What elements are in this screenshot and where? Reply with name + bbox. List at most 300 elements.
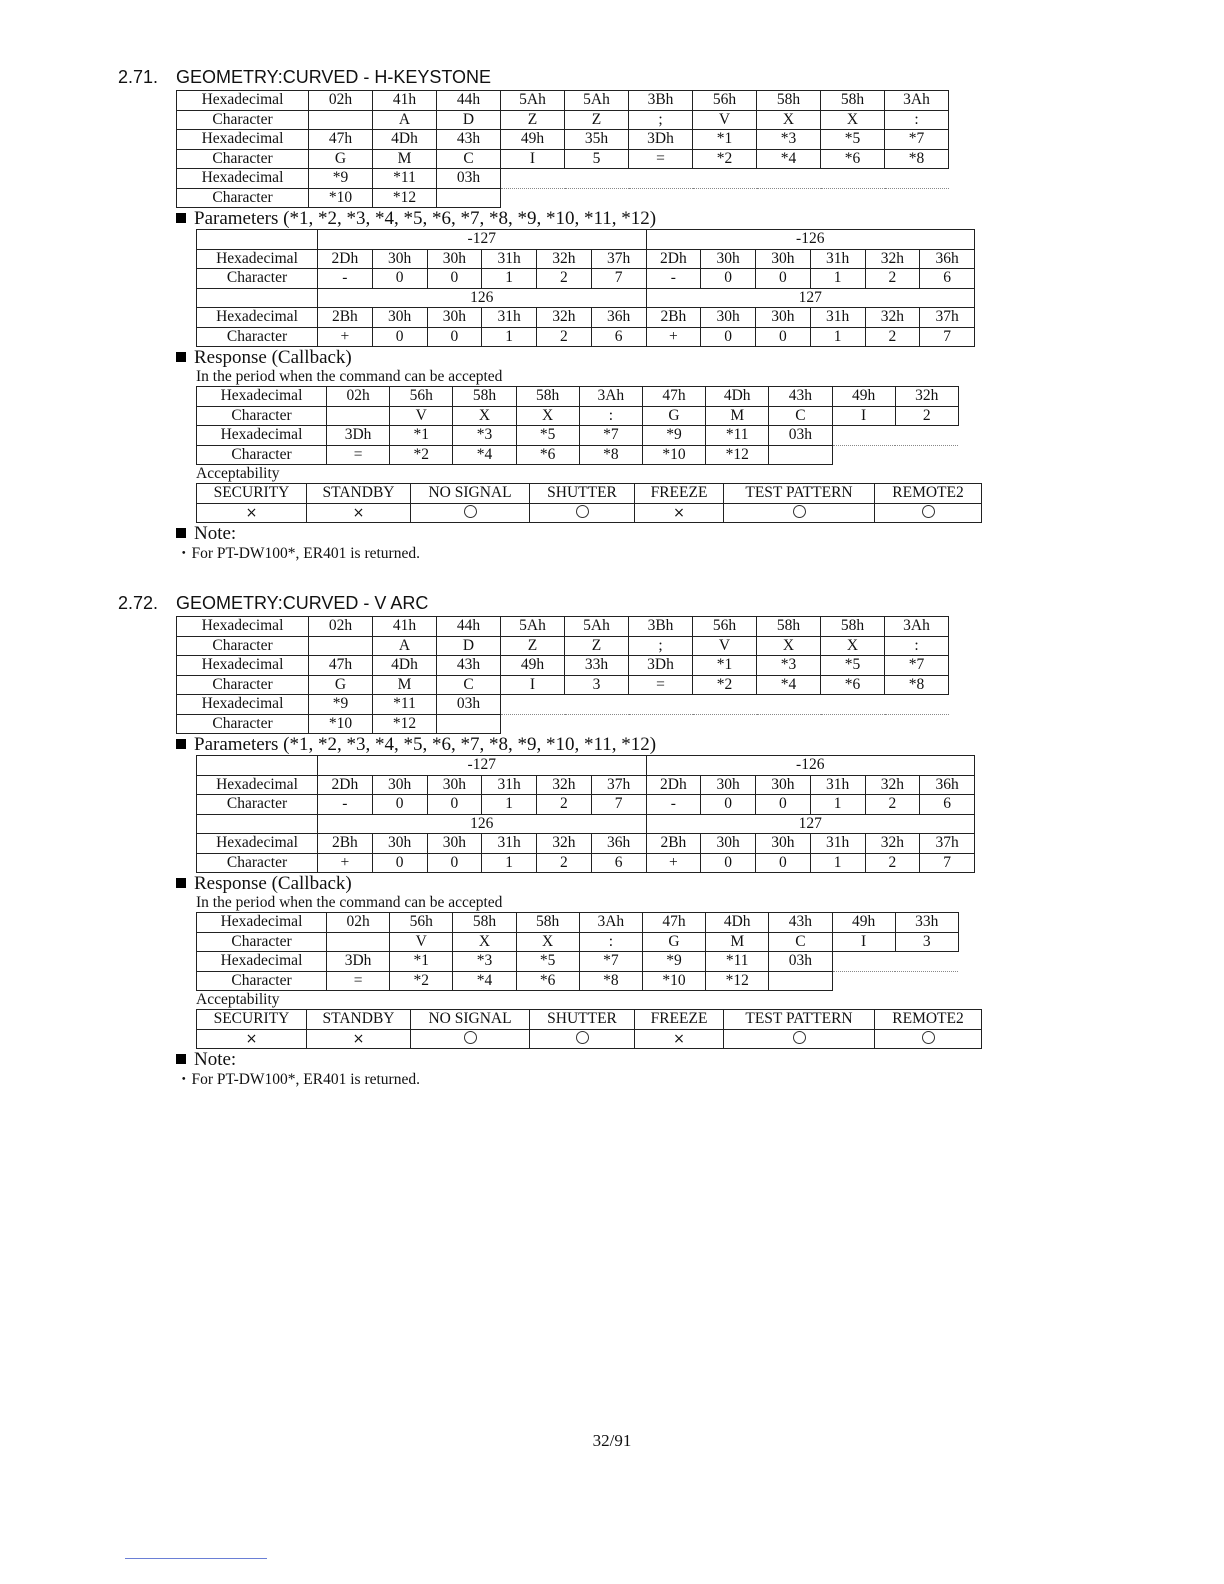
acceptability-header: NO SIGNAL bbox=[411, 1010, 530, 1030]
command-cell: 3Dh bbox=[629, 130, 693, 150]
response-heading bbox=[176, 873, 998, 894]
response-cell: 49h bbox=[832, 913, 895, 933]
command-cell: 4Dh bbox=[373, 130, 437, 150]
command-cell: *2 bbox=[693, 675, 757, 695]
command-cell: X bbox=[821, 636, 885, 656]
empty-cell bbox=[693, 188, 757, 208]
response-cell: *2 bbox=[390, 971, 453, 991]
param-hex-row bbox=[197, 308, 975, 328]
command-cell: X bbox=[757, 636, 821, 656]
response-cell: X bbox=[516, 932, 579, 952]
empty-cell bbox=[693, 714, 757, 734]
command-row bbox=[177, 656, 949, 676]
note-heading bbox=[176, 523, 998, 544]
response-heading-text: Response (Callback) bbox=[194, 873, 352, 894]
command-cell: 58h bbox=[757, 91, 821, 111]
response-cell: *9 bbox=[642, 952, 705, 972]
command-cell: *10 bbox=[309, 188, 373, 208]
param-hex-cell: 30h bbox=[701, 308, 756, 328]
param-value-row bbox=[197, 814, 975, 834]
param-hex-cell: 2Bh bbox=[318, 834, 373, 854]
param-value: 126 bbox=[318, 288, 647, 308]
param-char-cell: 2 bbox=[865, 853, 920, 873]
command-cell: 49h bbox=[501, 130, 565, 150]
acceptability-header: FREEZE bbox=[635, 1010, 724, 1030]
acceptability-header: SHUTTER bbox=[530, 1010, 635, 1030]
param-value-row bbox=[197, 756, 975, 776]
response-subheading: In the period when the command can be accepted bbox=[196, 894, 503, 911]
command-cell: *4 bbox=[757, 675, 821, 695]
param-hex-cell: 31h bbox=[482, 775, 537, 795]
empty-cell bbox=[832, 445, 895, 465]
accepted-icon bbox=[724, 1029, 875, 1049]
command-row bbox=[177, 188, 949, 208]
response-cell: X bbox=[453, 406, 516, 426]
param-hex-row bbox=[197, 834, 975, 854]
command-cell: 44h bbox=[437, 91, 501, 111]
param-char-cell: 0 bbox=[756, 327, 811, 347]
response-cell: V bbox=[390, 932, 453, 952]
note-text: ・For PT-DW100*, ER401 is returned. bbox=[176, 1071, 420, 1088]
row-label: Hexadecimal bbox=[177, 695, 309, 715]
command-cell: 41h bbox=[373, 91, 437, 111]
param-hex-cell: 30h bbox=[372, 249, 427, 269]
command-cell: A bbox=[373, 636, 437, 656]
note-heading-text: Note: bbox=[194, 523, 237, 544]
param-value: -127 bbox=[318, 756, 647, 776]
command-table bbox=[176, 616, 949, 734]
response-cell: 58h bbox=[516, 387, 579, 407]
response-cell: X bbox=[516, 406, 579, 426]
response-cell: 58h bbox=[453, 913, 516, 933]
response-cell bbox=[769, 971, 832, 991]
command-cell: 02h bbox=[309, 617, 373, 637]
response-cell: I bbox=[832, 406, 895, 426]
command-cell: G bbox=[309, 675, 373, 695]
command-row bbox=[177, 110, 949, 130]
response-cell: 43h bbox=[769, 387, 832, 407]
response-cell: *10 bbox=[642, 445, 705, 465]
acceptability-header: SECURITY bbox=[197, 484, 307, 504]
param-char-cell: 0 bbox=[701, 327, 756, 347]
param-hex-cell: 30h bbox=[701, 775, 756, 795]
acceptability-header: TEST PATTERN bbox=[724, 484, 875, 504]
param-char-row bbox=[197, 327, 975, 347]
param-char-cell: 0 bbox=[756, 269, 811, 289]
empty-cell bbox=[821, 714, 885, 734]
response-cell: *6 bbox=[516, 971, 579, 991]
not-accepted-icon bbox=[197, 503, 307, 523]
response-table bbox=[196, 386, 959, 465]
response-cell: 3 bbox=[895, 932, 958, 952]
row-label: Character bbox=[177, 110, 309, 130]
empty-cell bbox=[565, 188, 629, 208]
param-char-cell: + bbox=[318, 327, 373, 347]
param-char-cell: 0 bbox=[701, 795, 756, 815]
bullet-square-icon bbox=[176, 213, 186, 223]
empty-cell bbox=[197, 756, 318, 776]
empty-cell bbox=[629, 695, 693, 715]
response-cell: 03h bbox=[769, 426, 832, 446]
param-value: -126 bbox=[646, 230, 975, 250]
param-char-cell: 2 bbox=[865, 327, 920, 347]
param-hex-cell: 30h bbox=[372, 775, 427, 795]
row-label: Character bbox=[197, 795, 318, 815]
param-hex-row bbox=[197, 775, 975, 795]
response-cell: 03h bbox=[769, 952, 832, 972]
response-cell: *5 bbox=[516, 952, 579, 972]
response-subheading: In the period when the command can be accepted bbox=[196, 368, 503, 385]
command-cell: 44h bbox=[437, 617, 501, 637]
response-cell: *4 bbox=[453, 971, 516, 991]
param-hex-row bbox=[197, 249, 975, 269]
empty-cell bbox=[885, 714, 949, 734]
circle-icon bbox=[793, 1031, 806, 1044]
command-section bbox=[118, 64, 998, 564]
accepted-icon bbox=[724, 503, 875, 523]
command-cell: *6 bbox=[821, 149, 885, 169]
section-number: 2.71. bbox=[118, 67, 159, 87]
row-label: Hexadecimal bbox=[177, 617, 309, 637]
response-cell: 4Dh bbox=[706, 387, 769, 407]
command-cell: 03h bbox=[437, 169, 501, 189]
section-title bbox=[118, 590, 998, 616]
response-cell: : bbox=[579, 932, 642, 952]
footer-rule bbox=[125, 1558, 267, 1559]
param-hex-cell: 30h bbox=[427, 308, 482, 328]
acceptability-label: Acceptability bbox=[196, 465, 280, 482]
param-char-cell: 6 bbox=[591, 327, 646, 347]
response-cell: 32h bbox=[895, 387, 958, 407]
param-char-cell: 7 bbox=[920, 327, 975, 347]
param-value: -126 bbox=[646, 756, 975, 776]
param-hex-cell: 31h bbox=[482, 308, 537, 328]
acceptability-header: TEST PATTERN bbox=[724, 1010, 875, 1030]
section-title-text: GEOMETRY:CURVED - V ARC bbox=[176, 593, 429, 613]
param-char-cell: 0 bbox=[427, 327, 482, 347]
command-cell: *5 bbox=[821, 130, 885, 150]
acceptability-header: FREEZE bbox=[635, 484, 724, 504]
row-label: Character bbox=[177, 714, 309, 734]
param-value-row bbox=[197, 230, 975, 250]
command-cell: M bbox=[373, 149, 437, 169]
response-cell: 3Ah bbox=[579, 913, 642, 933]
section-number: 2.72. bbox=[118, 593, 159, 613]
command-cell: 49h bbox=[501, 656, 565, 676]
response-cell: *4 bbox=[453, 445, 516, 465]
empty-cell bbox=[501, 188, 565, 208]
note-heading bbox=[176, 1049, 998, 1070]
response-cell: C bbox=[769, 406, 832, 426]
param-char-cell: - bbox=[318, 795, 373, 815]
command-cell: C bbox=[437, 675, 501, 695]
bullet-square-icon bbox=[176, 1054, 186, 1064]
response-cell: 2 bbox=[895, 406, 958, 426]
param-value: 127 bbox=[646, 288, 975, 308]
param-value: 127 bbox=[646, 814, 975, 834]
param-char-cell: 1 bbox=[810, 853, 865, 873]
param-char-cell: + bbox=[646, 853, 701, 873]
response-cell: M bbox=[706, 932, 769, 952]
command-cell: 02h bbox=[309, 91, 373, 111]
response-cell: 3Dh bbox=[327, 426, 390, 446]
command-cell: 3Ah bbox=[885, 617, 949, 637]
param-char-cell: 7 bbox=[591, 269, 646, 289]
param-char-cell: 2 bbox=[537, 269, 592, 289]
command-cell: 35h bbox=[565, 130, 629, 150]
param-hex-cell: 37h bbox=[591, 249, 646, 269]
param-hex-cell: 32h bbox=[865, 249, 920, 269]
param-hex-cell: 2Bh bbox=[646, 308, 701, 328]
parameters-table bbox=[196, 755, 975, 873]
command-cell: *7 bbox=[885, 656, 949, 676]
row-label: Character bbox=[197, 406, 327, 426]
param-char-cell: 6 bbox=[920, 795, 975, 815]
response-cell: X bbox=[453, 932, 516, 952]
response-cell: 47h bbox=[642, 913, 705, 933]
command-cell bbox=[309, 636, 373, 656]
param-hex-cell: 31h bbox=[810, 775, 865, 795]
param-char-cell: 1 bbox=[482, 795, 537, 815]
empty-cell bbox=[832, 971, 895, 991]
acceptability-header: SECURITY bbox=[197, 1010, 307, 1030]
command-cell: 47h bbox=[309, 130, 373, 150]
param-hex-cell: 31h bbox=[810, 308, 865, 328]
not-accepted-icon bbox=[635, 503, 724, 523]
cross-icon: × bbox=[245, 1030, 258, 1047]
command-cell: *4 bbox=[757, 149, 821, 169]
response-heading bbox=[176, 347, 998, 368]
command-cell: 3Ah bbox=[885, 91, 949, 111]
acceptability-header: STANDBY bbox=[307, 1010, 411, 1030]
circle-icon bbox=[793, 505, 806, 518]
empty-cell bbox=[895, 971, 958, 991]
command-cell: 41h bbox=[373, 617, 437, 637]
command-cell: Z bbox=[501, 636, 565, 656]
command-cell: *6 bbox=[821, 675, 885, 695]
note-heading-text: Note: bbox=[194, 1049, 237, 1070]
row-label: Character bbox=[177, 675, 309, 695]
param-hex-cell: 30h bbox=[701, 834, 756, 854]
empty-cell bbox=[629, 714, 693, 734]
accepted-icon bbox=[875, 1029, 982, 1049]
command-cell: ; bbox=[629, 110, 693, 130]
param-hex-cell: 31h bbox=[482, 249, 537, 269]
response-cell: I bbox=[832, 932, 895, 952]
command-cell: : bbox=[885, 110, 949, 130]
circle-icon bbox=[576, 505, 589, 518]
empty-cell bbox=[629, 169, 693, 189]
parameters-heading bbox=[176, 734, 998, 755]
row-label: Character bbox=[197, 853, 318, 873]
response-cell bbox=[327, 932, 390, 952]
param-char-cell: 0 bbox=[427, 269, 482, 289]
command-cell: *9 bbox=[309, 169, 373, 189]
command-cell: X bbox=[757, 110, 821, 130]
empty-cell bbox=[832, 952, 895, 972]
circle-icon bbox=[464, 505, 477, 518]
param-hex-cell: 2Dh bbox=[318, 249, 373, 269]
param-char-cell: 0 bbox=[427, 853, 482, 873]
command-section bbox=[118, 590, 998, 1090]
command-cell: 33h bbox=[565, 656, 629, 676]
param-hex-cell: 2Dh bbox=[646, 249, 701, 269]
row-label: Character bbox=[177, 188, 309, 208]
circle-icon bbox=[576, 1031, 589, 1044]
response-cell: M bbox=[706, 406, 769, 426]
cross-icon: × bbox=[245, 504, 258, 521]
param-hex-cell: 30h bbox=[701, 249, 756, 269]
param-hex-cell: 2Bh bbox=[318, 308, 373, 328]
response-cell: *7 bbox=[579, 426, 642, 446]
param-char-cell: + bbox=[318, 853, 373, 873]
param-char-cell: 6 bbox=[920, 269, 975, 289]
not-accepted-icon bbox=[307, 503, 411, 523]
param-hex-cell: 30h bbox=[427, 249, 482, 269]
bullet-square-icon bbox=[176, 739, 186, 749]
circle-icon bbox=[922, 1031, 935, 1044]
param-char-cell: 1 bbox=[482, 853, 537, 873]
acceptability-header: REMOTE2 bbox=[875, 1010, 982, 1030]
param-char-cell: 1 bbox=[810, 327, 865, 347]
response-cell: *6 bbox=[516, 445, 579, 465]
param-char-cell: 2 bbox=[537, 853, 592, 873]
param-hex-cell: 32h bbox=[865, 834, 920, 854]
response-cell: 56h bbox=[390, 387, 453, 407]
response-cell: 3Ah bbox=[579, 387, 642, 407]
command-cell: *7 bbox=[885, 130, 949, 150]
param-char-cell: - bbox=[318, 269, 373, 289]
response-cell: 02h bbox=[327, 913, 390, 933]
param-char-row bbox=[197, 269, 975, 289]
command-cell: *11 bbox=[373, 169, 437, 189]
command-cell: = bbox=[629, 675, 693, 695]
command-cell: X bbox=[821, 110, 885, 130]
command-cell: *5 bbox=[821, 656, 885, 676]
empty-cell bbox=[197, 230, 318, 250]
command-cell: : bbox=[885, 636, 949, 656]
command-row bbox=[177, 695, 949, 715]
response-cell: 58h bbox=[516, 913, 579, 933]
param-hex-cell: 32h bbox=[537, 775, 592, 795]
response-row bbox=[197, 406, 959, 426]
response-row bbox=[197, 387, 959, 407]
param-hex-cell: 30h bbox=[756, 249, 811, 269]
acceptability-header-row bbox=[197, 1010, 982, 1030]
param-char-cell: 0 bbox=[756, 795, 811, 815]
response-row bbox=[197, 952, 959, 972]
response-cell: 4Dh bbox=[706, 913, 769, 933]
param-char-cell: 1 bbox=[810, 269, 865, 289]
response-cell: *10 bbox=[642, 971, 705, 991]
empty-cell bbox=[885, 695, 949, 715]
param-char-cell: 7 bbox=[920, 853, 975, 873]
command-cell: 3Dh bbox=[629, 656, 693, 676]
empty-cell bbox=[693, 695, 757, 715]
command-row bbox=[177, 130, 949, 150]
acceptability-label: Acceptability bbox=[196, 991, 280, 1008]
cross-icon: × bbox=[352, 1030, 365, 1047]
param-value-row bbox=[197, 288, 975, 308]
empty-cell bbox=[885, 188, 949, 208]
cross-icon: × bbox=[352, 504, 365, 521]
command-cell: C bbox=[437, 149, 501, 169]
command-cell: *8 bbox=[885, 149, 949, 169]
param-hex-cell: 37h bbox=[920, 308, 975, 328]
circle-icon bbox=[922, 505, 935, 518]
param-hex-cell: 30h bbox=[372, 308, 427, 328]
response-row bbox=[197, 932, 959, 952]
command-cell: G bbox=[309, 149, 373, 169]
command-cell: 56h bbox=[693, 617, 757, 637]
response-cell: G bbox=[642, 932, 705, 952]
param-value: 126 bbox=[318, 814, 647, 834]
row-label: Hexadecimal bbox=[197, 308, 318, 328]
row-label: Hexadecimal bbox=[197, 387, 327, 407]
empty-cell bbox=[565, 714, 629, 734]
empty-cell bbox=[501, 714, 565, 734]
response-row bbox=[197, 426, 959, 446]
response-cell: 49h bbox=[832, 387, 895, 407]
param-hex-cell: 32h bbox=[865, 308, 920, 328]
row-label: Hexadecimal bbox=[197, 834, 318, 854]
command-cell: *12 bbox=[373, 714, 437, 734]
empty-cell bbox=[895, 445, 958, 465]
command-cell: 3 bbox=[565, 675, 629, 695]
param-char-cell: 1 bbox=[810, 795, 865, 815]
command-cell: V bbox=[693, 110, 757, 130]
response-cell: *8 bbox=[579, 445, 642, 465]
command-cell: *10 bbox=[309, 714, 373, 734]
param-char-cell: 2 bbox=[865, 795, 920, 815]
param-hex-cell: 32h bbox=[537, 834, 592, 854]
param-char-cell: 2 bbox=[537, 795, 592, 815]
row-label: Character bbox=[177, 149, 309, 169]
response-cell: 47h bbox=[642, 387, 705, 407]
param-hex-cell: 31h bbox=[482, 834, 537, 854]
param-char-cell: 0 bbox=[701, 269, 756, 289]
param-hex-cell: 2Dh bbox=[646, 775, 701, 795]
empty-cell bbox=[565, 695, 629, 715]
empty-cell bbox=[501, 169, 565, 189]
command-cell: 5Ah bbox=[501, 91, 565, 111]
param-char-cell: + bbox=[646, 327, 701, 347]
param-hex-cell: 37h bbox=[591, 775, 646, 795]
row-label: Character bbox=[197, 327, 318, 347]
param-char-cell: 0 bbox=[701, 853, 756, 873]
response-cell: *11 bbox=[706, 426, 769, 446]
response-cell: 58h bbox=[453, 387, 516, 407]
command-cell bbox=[309, 110, 373, 130]
param-hex-cell: 32h bbox=[537, 308, 592, 328]
command-cell: Z bbox=[565, 636, 629, 656]
command-cell: *8 bbox=[885, 675, 949, 695]
row-label: Hexadecimal bbox=[197, 775, 318, 795]
response-cell: 02h bbox=[327, 387, 390, 407]
row-label: Hexadecimal bbox=[197, 913, 327, 933]
command-cell: *1 bbox=[693, 130, 757, 150]
empty-cell bbox=[629, 188, 693, 208]
acceptability-header: STANDBY bbox=[307, 484, 411, 504]
command-cell: 43h bbox=[437, 656, 501, 676]
empty-cell bbox=[895, 426, 958, 446]
command-row bbox=[177, 169, 949, 189]
response-row bbox=[197, 445, 959, 465]
param-hex-cell: 2Dh bbox=[318, 775, 373, 795]
empty-cell bbox=[693, 169, 757, 189]
empty-cell bbox=[757, 695, 821, 715]
param-char-cell: 0 bbox=[372, 795, 427, 815]
